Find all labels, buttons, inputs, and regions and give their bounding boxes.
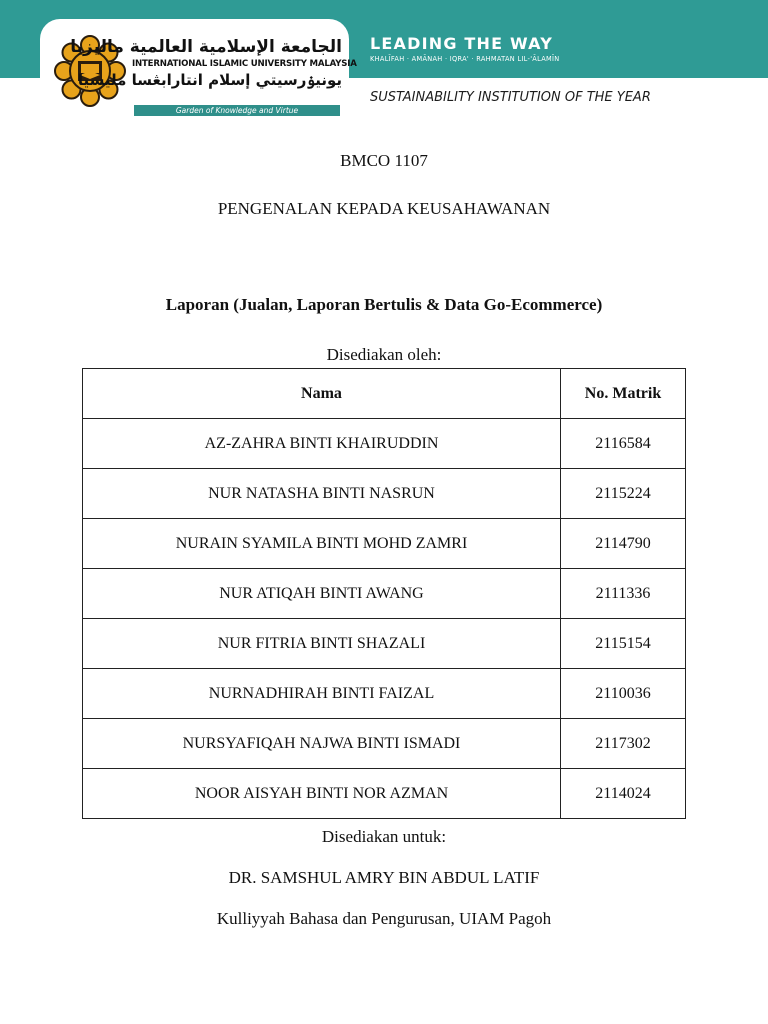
table-row [83, 719, 686, 769]
university-name-jawi: يونيۏرسيتي إسلام انتارابڠسا مليسيا [77, 71, 342, 89]
matric-column-header: No. Matrik [561, 369, 686, 419]
member-matric: 2115224 [561, 469, 686, 519]
table-row [83, 519, 686, 569]
name-column-header: Nama [83, 369, 561, 419]
member-matric: 2111336 [561, 569, 686, 619]
table-row [83, 669, 686, 719]
members-table [82, 368, 686, 819]
report-title: Laporan (Jualan, Laporan Bertulis & Data Go-Ecommerce) [165, 295, 603, 314]
table-row [83, 619, 686, 669]
university-tagline: Garden of Knowledge and Virtue [134, 105, 340, 116]
course-name: PENGENALAN KEPADA KEUSAHAWANAN [217, 199, 551, 218]
table-row [83, 419, 686, 469]
table-row [83, 769, 686, 819]
member-name: NURAIN SYAMILA BINTI MOHD ZAMRI [83, 519, 561, 569]
member-name: NUR ATIQAH BINTI AWANG [83, 569, 561, 619]
member-matric: 2114024 [561, 769, 686, 819]
table-row [83, 569, 686, 619]
member-name: NUR FITRIA BINTI SHAZALI [83, 619, 561, 669]
lecturer-name: DR. SAMSHUL AMRY BIN ABDUL LATIF [228, 868, 540, 887]
prepared-by-label: Disediakan oleh: [326, 345, 442, 364]
university-name-arabic: الجامعة الإسلامية العالمية ماليزيا [70, 37, 342, 57]
course-code: BMCO 1107 [340, 151, 428, 170]
core-values-text: KHALĪFAH · AMĀNAH · IQRA' · RAHMATAN LIL-'ĀLAMĪN [370, 55, 560, 63]
prepared-for-label: Disediakan untuk: [321, 827, 447, 846]
member-name: NOOR AISYAH BINTI NOR AZMAN [83, 769, 561, 819]
table-header-row [83, 369, 686, 419]
university-logo-card [40, 19, 357, 119]
award-text: SUSTAINABILITY INSTITUTION OF THE YEAR [370, 90, 651, 105]
table-row [83, 469, 686, 519]
member-name: AZ-ZAHRA BINTI KHAIRUDDIN [83, 419, 561, 469]
motto-text: LEADING THE WAY [370, 34, 554, 53]
faculty-name: Kulliyyah Bahasa dan Pengurusan, UIAM Pagoh [216, 909, 552, 928]
member-name: NUR NATASHA BINTI NASRUN [83, 469, 561, 519]
member-matric: 2116584 [561, 419, 686, 469]
member-matric: 2117302 [561, 719, 686, 769]
member-name: NURSYAFIQAH NAJWA BINTI ISMADI [83, 719, 561, 769]
member-matric: 2110036 [561, 669, 686, 719]
member-matric: 2114790 [561, 519, 686, 569]
member-matric: 2115154 [561, 619, 686, 669]
member-name: NURNADHIRAH BINTI FAIZAL [83, 669, 561, 719]
university-name-english: INTERNATIONAL ISLAMIC UNIVERSITY MALAYSIA [132, 59, 357, 69]
